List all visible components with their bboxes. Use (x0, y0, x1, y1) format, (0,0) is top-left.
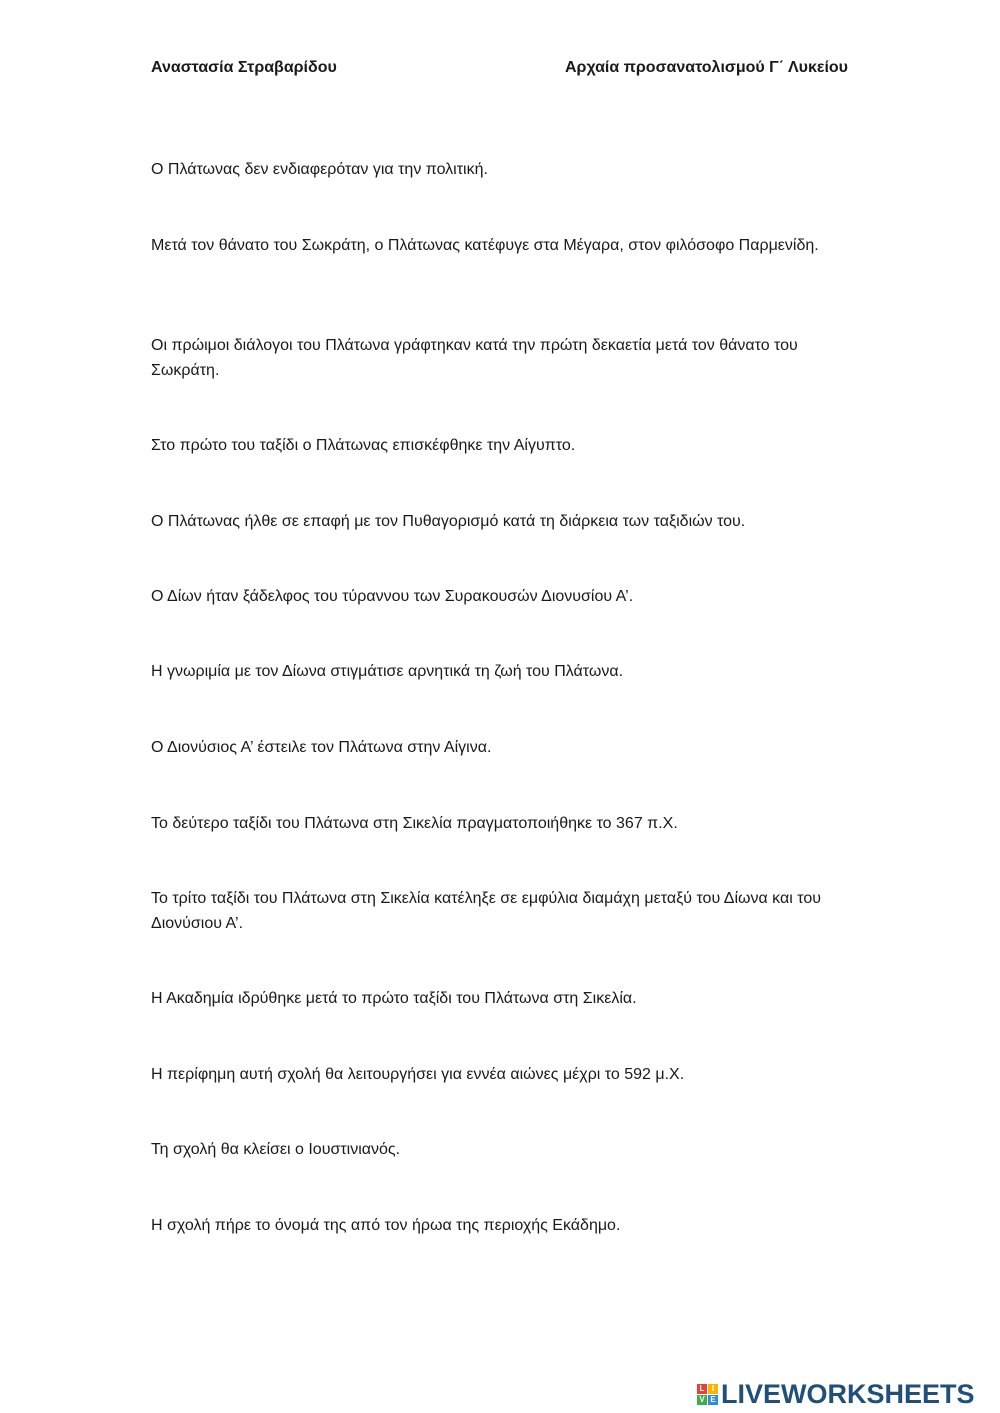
statement-11: Η Ακαδημία ιδρύθηκε μετά το πρώτο ταξίδι του Πλάτωνα στη Σικελία. (151, 990, 637, 1007)
page-header (151, 59, 848, 83)
liveworksheets-watermark (697, 1378, 975, 1410)
watermark-text: LIVEWORKSHEETS (721, 1378, 975, 1409)
statement-3: Οι πρώιμοι διάλογοι του Πλάτωνα γράφτηκαν κατά την πρώτη δεκαετία μετά τον θάνατο του Σωκράτη. (151, 337, 798, 379)
logo-cell: E (708, 1395, 718, 1405)
statement-9: Το δεύτερο ταξίδι του Πλάτωνα στη Σικελία πραγματοποιήθηκε το 367 π.Χ. (151, 815, 678, 832)
statement-14: Η σχολή πήρε το όνομά της από τον ήρωα της περιοχής Εκάδημο. (151, 1217, 621, 1234)
logo-cell: I (708, 1384, 718, 1394)
statement-4: Στο πρώτο του ταξίδι ο Πλάτωνας επισκέφθηκε την Αίγυπτο. (151, 437, 576, 454)
liveworksheets-logo-icon (697, 1384, 718, 1405)
statement-13: Τη σχολή θα κλείσει ο Ιουστινιανός. (151, 1141, 401, 1158)
statement-12: Η περίφημη αυτή σχολή θα λειτουργήσει για εννέα αιώνες μέχρι το 592 μ.Χ. (151, 1066, 685, 1083)
statement-10: Το τρίτο ταξίδι του Πλάτωνα στη Σικελία κατέληξε σε εμφύλια διαμάχη μεταξύ του Δίωνα και του Διονύσιου Α’. (151, 890, 821, 932)
statement-7: Η γνωριμία με τον Δίωνα στιγμάτισε αρνητικά τη ζωή του Πλάτωνα. (151, 663, 624, 680)
logo-cell: L (697, 1384, 707, 1394)
statement-8: Ο Διονύσιος Α’ έστειλε τον Πλάτωνα στην Αίγινα. (151, 739, 492, 756)
statement-6: Ο Δίων ήταν ξάδελφος του τύραννου των Συρακουσών Διονυσίου Α’. (151, 588, 634, 605)
subject-title: Αρχαία προσανατολισμού Γ΄ Λυκείου (565, 59, 848, 76)
statement-5: Ο Πλάτωνας ήλθε σε επαφή με τον Πυθαγορισμό κατά τη διάρκεια των ταξιδιών του. (151, 513, 746, 530)
statement-1: Ο Πλάτωνας δεν ενδιαφερόταν για την πολιτική. (151, 161, 488, 178)
author-name: Αναστασία Στραβαρίδου (151, 59, 337, 76)
logo-cell: V (697, 1395, 707, 1405)
statement-2: Μετά τον θάνατο του Σωκράτη, ο Πλάτωνας κατέφυγε στα Μέγαρα, στον φιλόσοφο Παρμενίδη. (151, 237, 819, 254)
